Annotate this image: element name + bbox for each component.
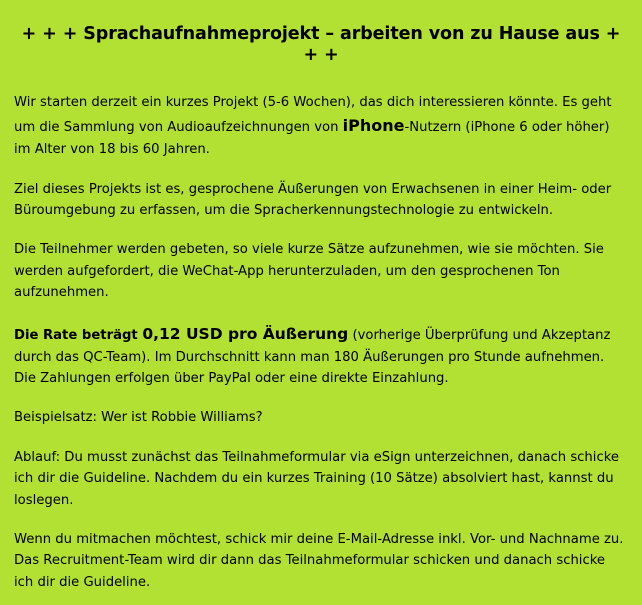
rate-paragraph [14, 322, 628, 390]
intro-text-part2: -Nutzern (iPhone 6 oder höher) im Alter von 18 bis 60 Jahren. [14, 120, 610, 158]
participants-paragraph: Die Teilnehmer werden gebeten, so viele kurze Sätze aufzunehmen, wie sie möchten. Sie werden aufgefordert, die WeChat-App herunterzuladen, um den gesprochenen Ton aufzunehmen. [14, 242, 604, 301]
intro-paragraph [14, 92, 628, 161]
example-sentence: Beispielsatz: Wer ist Robbie Williams? [14, 410, 263, 426]
rate-suffix: (vorherige Überprüfung und Akzeptanz durch das QC-Team). Im Durchschnitt kann man 180 Äußerungen pro Stunde aufnehmen. Die Zahlungen erfolgen über PayPal oder eine direkte Einzahlung. [14, 327, 611, 387]
rate-prefix: Die Rate beträgt [14, 327, 143, 343]
rate-amount: 0,12 USD pro Äußerung [142, 324, 349, 343]
page-title: + + + Sprachaufnahmeprojekt – arbeiten von zu Hause aus + + + [21, 24, 621, 65]
intro-emphasis-iphone: iPhone [342, 116, 405, 136]
intro-text-part1: Wir starten derzeit ein kurzes Projekt (5-6 Wochen), das dich interessieren könnte. Es geht um die Sammlung von Audioaufzeichnungen von [14, 95, 612, 136]
contact-paragraph: Wenn du mitmachen möchtest, schick mir deine E-Mail-Adresse inkl. Vor- und Nachname zu. Das Recruitment-Team wird dir dann das Teilnahmeformular schicken und danach schicke ich dir die Guideline. [14, 531, 624, 590]
process-paragraph: Ablauf: Du musst zunächst das Teilnahmeformular via eSign unterzeichnen, danach schicke ich dir die Guideline. Nachdem du ein kurzes Training (10 Sätze) absolviert hast, kannst du loslegen. [14, 449, 619, 508]
goal-paragraph: Ziel dieses Projekts ist es, gesprochene Äußerungen von Erwachsenen in einer Heim- oder Büroumgebung zu erfassen, um die Spracherkennungstechnologie zu entwickeln. [14, 181, 612, 219]
